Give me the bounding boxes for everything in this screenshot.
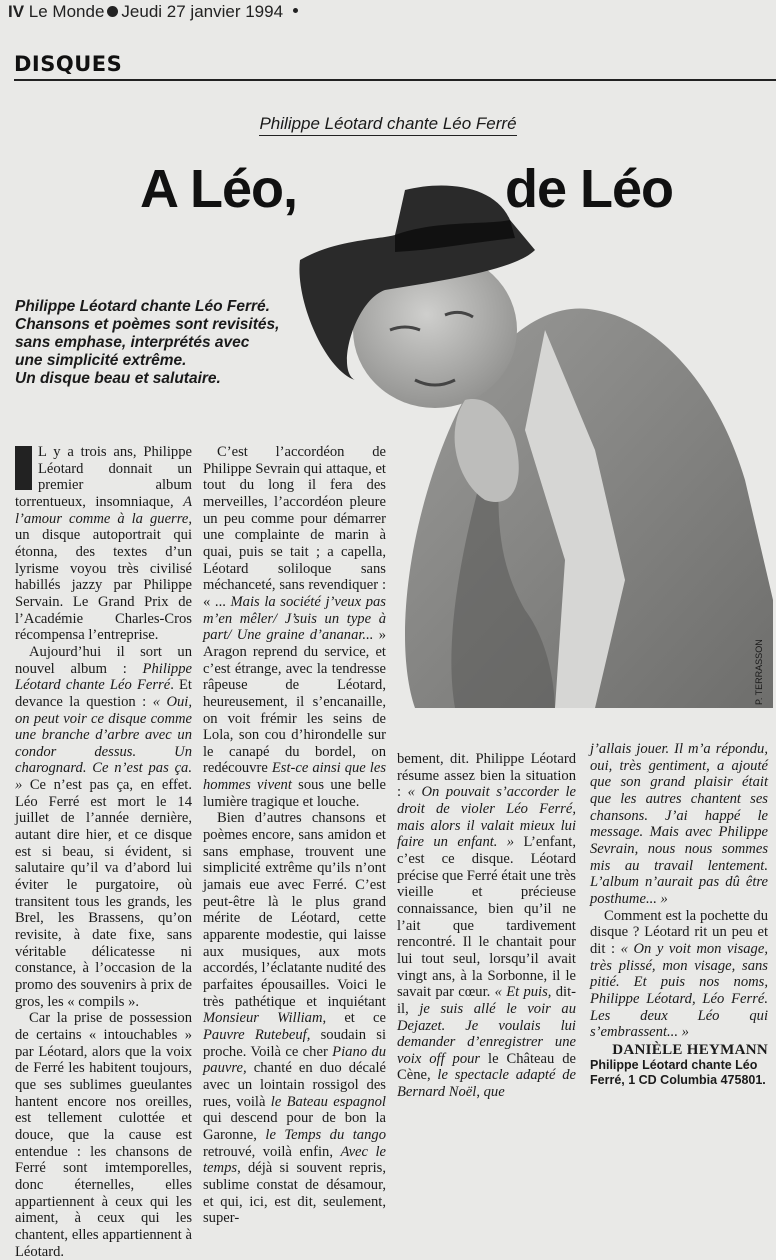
text: sous une belle lumière tragique et louche. xyxy=(203,777,386,810)
italic-text: « Et puis, xyxy=(494,984,552,1001)
text: Aujourd’hui il sort un nouvel album : xyxy=(15,643,192,677)
italic-text: Est-ce ainsi que les hommes vivent xyxy=(203,760,387,794)
article-column-1 xyxy=(15,444,192,1260)
italic-text: « Oui, on peut voir ce disque comme une branche d’arbre avec un condor dessus. Un charognard. Ce n’est pas ça. » xyxy=(15,693,193,794)
italic-text: le Bateau espagnol xyxy=(270,1093,386,1110)
paragraph xyxy=(590,908,768,1041)
italic-text: « On pouvait s’accorder le droit de violer Léo Ferré, mais alors il valait mieux lui faire un enfant. » xyxy=(397,784,576,851)
text: Bien d’autres chansons et poèmes encore, sans amidon et sans emphase, trouvent une simplicité extrême qu’ils n’ont jamais eue avec Ferré. C’est peut-être là le plus grand mérite de Léotard, cette apparente modestie, qui laisse aux musiques, aux mots accordés, l’éclatante nudité des parfaites épousailles. Voici le très pathétique et inquiétant xyxy=(203,810,386,1010)
standfirst-line: sans emphase, interprétés avec xyxy=(15,334,250,351)
paragraph xyxy=(203,444,386,810)
text: retrouvé, voilà enfin, xyxy=(203,1143,341,1160)
newspaper-name: Le Monde xyxy=(28,2,105,21)
text: qui descend pour de bon la Garonne, xyxy=(203,1110,386,1143)
italic-text: le spectacle adapté de Bernard Noël xyxy=(397,1067,576,1101)
article-column-2 xyxy=(203,444,386,1227)
text: L’enfant, c’est ce disque. Léotard précise que Ferré était une très vieille et précieuse connaissance, bien qu’il ne l’ait que tardivement rencontré. Il le chantait pour lui tout seul, lorsqu’il avait vingt ans, à la Sorbonne, il le savait par cœur. xyxy=(397,834,576,1001)
article-column-3 xyxy=(397,751,576,1101)
text: L y a trois ans, Philippe Léotard donnait un premier album torrentueux, insomniaque, xyxy=(15,444,192,510)
text: , et ce xyxy=(322,1010,386,1027)
text: , xyxy=(476,1084,484,1101)
standfirst-line: Un disque beau et salutaire. xyxy=(15,370,221,387)
section-rule xyxy=(14,79,776,81)
italic-text: Avec le temps xyxy=(203,1143,386,1177)
photo-credit: P. TERRASSON xyxy=(754,639,764,705)
author-signature: DANIÈLE HEYMANN xyxy=(612,1041,768,1058)
headline-part-1: A Léo, xyxy=(140,159,298,219)
section-title: DISQUES xyxy=(14,52,123,76)
masthead xyxy=(8,2,298,22)
paragraph xyxy=(203,810,386,1226)
italic-text: que xyxy=(483,1084,505,1101)
text: Car la prise de possession de certains « intouchables » par Léotard, alors que la voix de Ferré les habitent toujours, que ses sublimes gueulantes hantent encore nos oreilles, est tellement culottée et douce, que la cause est entendue : les chansons de Ferré sont imtemporelles, donc éternelles, elles appartiennent à ceux qui les aiment, à ceux qui les chantent, elles appartiennent à Léotard. xyxy=(15,1010,192,1260)
text: le Château de Cène, xyxy=(397,1050,576,1084)
italic-text: je suis allé le voir au Dejazet. Je voulais lui demander d’enregistrer une voix off pour xyxy=(397,1000,576,1067)
italic-text: Monsieur William xyxy=(203,1010,323,1027)
text: C’est l’accordéon de Philippe Sevrain qui attaque, et tout du long il fera des merveilles, l’accordéon pleure un peu comme pour démarrer une complainte de marin à quai, puis se tait ; a capella, Léotard soliloque sans méchanceté, sans revendiquer : « ... xyxy=(203,444,386,610)
text: soudain si proche. Voilà ce cher xyxy=(203,1026,386,1060)
bullet-icon xyxy=(107,6,118,17)
text: Comment est la pochette du disque ? Léotard rit un peu et dit : xyxy=(590,907,768,957)
drop-cap xyxy=(15,446,32,490)
italic-text: j’allais jouer. Il m’a répondu, oui, très gentiment, a ajouté que son grand plaisir était que les autres chantent ses chansons. J’ai happé le message. Mais avec Philippe Sevrain, nous nous sommes mis au travail lentement. L’album n’aurait pas dû être posthume... » xyxy=(590,741,768,907)
standfirst-line: Chansons et poèmes sont revisités, xyxy=(15,316,280,333)
text: chanté en duo décalé avec un lointain rossigol des rues, voilà xyxy=(203,1060,386,1110)
kicker xyxy=(0,114,776,134)
article-column-4 xyxy=(590,741,768,1088)
italic-text: Mais la société j’veux pas m’en mêler/ J’suis un type à part/ Une graine d’ananar... xyxy=(203,593,386,644)
headline-part-2: de Léo xyxy=(505,159,674,219)
album-info: Philippe Léotard chante Léo Ferré, 1 CD Columbia 475801. xyxy=(590,1058,766,1088)
standfirst-line: une simplicité extrême. xyxy=(15,352,187,369)
text: , un disque autoportrait qui étonna, des textes d’un lyrisme voyou très civilisé habillés jazzy par Philippe Servain. Le Grand Prix de l’Académie Charles-Cros récompensa l’entreprise. xyxy=(15,510,192,644)
bullet-icon xyxy=(293,8,298,13)
italic-text: Piano du pauvre, xyxy=(203,1043,386,1077)
text: bement, dit. Philippe Léotard résume assez bien la situation : xyxy=(397,751,576,801)
page-number: IV xyxy=(8,2,25,21)
italic-text: Pauvre Rutebeuf, xyxy=(203,1026,311,1043)
text: . Et devance la question : xyxy=(15,677,192,710)
paragraph xyxy=(590,741,768,908)
text: » Aragon reprend du service, et c’est étrange, avec la tendresse râpeuse de Léotard, heureusement, il s’encanaille, on voit frémir les seins de Lola, son cou d’hirondelle sur le canapé du bordel, on redécouvre xyxy=(203,627,386,777)
paragraph xyxy=(15,1010,192,1260)
italic-text: Philippe Léotard chante Léo Ferré xyxy=(15,660,192,694)
text: Ce n’est pas ça, en effet. Léo Ferré est mort le 14 juillet de l’année dernière, autant dire hier, et ce disque est si beau, si évident, si salutaire qu’il va d’abord lui éviter le purgatoire, où transitent tous les grands, les Brel, les Brassens, qu’on revisite, à date fixe, sans véritable délicatesse ni constance, à l’occasion de la promo des souvenirs à prix de gros, les « compils ». xyxy=(15,777,192,1010)
standfirst-line: Philippe Léotard chante Léo Ferré. xyxy=(15,298,270,315)
italic-text: « On y voit mon visage, très plissé, mon visage, sans pitié. Et puis nos noms, Philippe Léotard, Léo Ferré. Les deux Léo qui s’embrassent... » xyxy=(590,940,768,1041)
italic-text: le Temps du tango xyxy=(265,1126,386,1143)
kicker-text: Philippe Léotard chante Léo Ferré xyxy=(259,114,516,136)
column-body xyxy=(590,741,768,1041)
text: , déjà si souvent repris, sublime constat de désamour, et qui, ici, est dit, seulement, super- xyxy=(203,1160,386,1227)
paragraph xyxy=(15,644,192,1010)
paragraph xyxy=(15,444,192,644)
italic-text: A l’amour comme à la guerre xyxy=(15,493,192,527)
issue-date: Jeudi 27 janvier 1994 xyxy=(121,2,284,21)
paragraph xyxy=(397,751,576,1101)
standfirst xyxy=(15,298,279,388)
text: dit-il, xyxy=(397,984,577,1017)
